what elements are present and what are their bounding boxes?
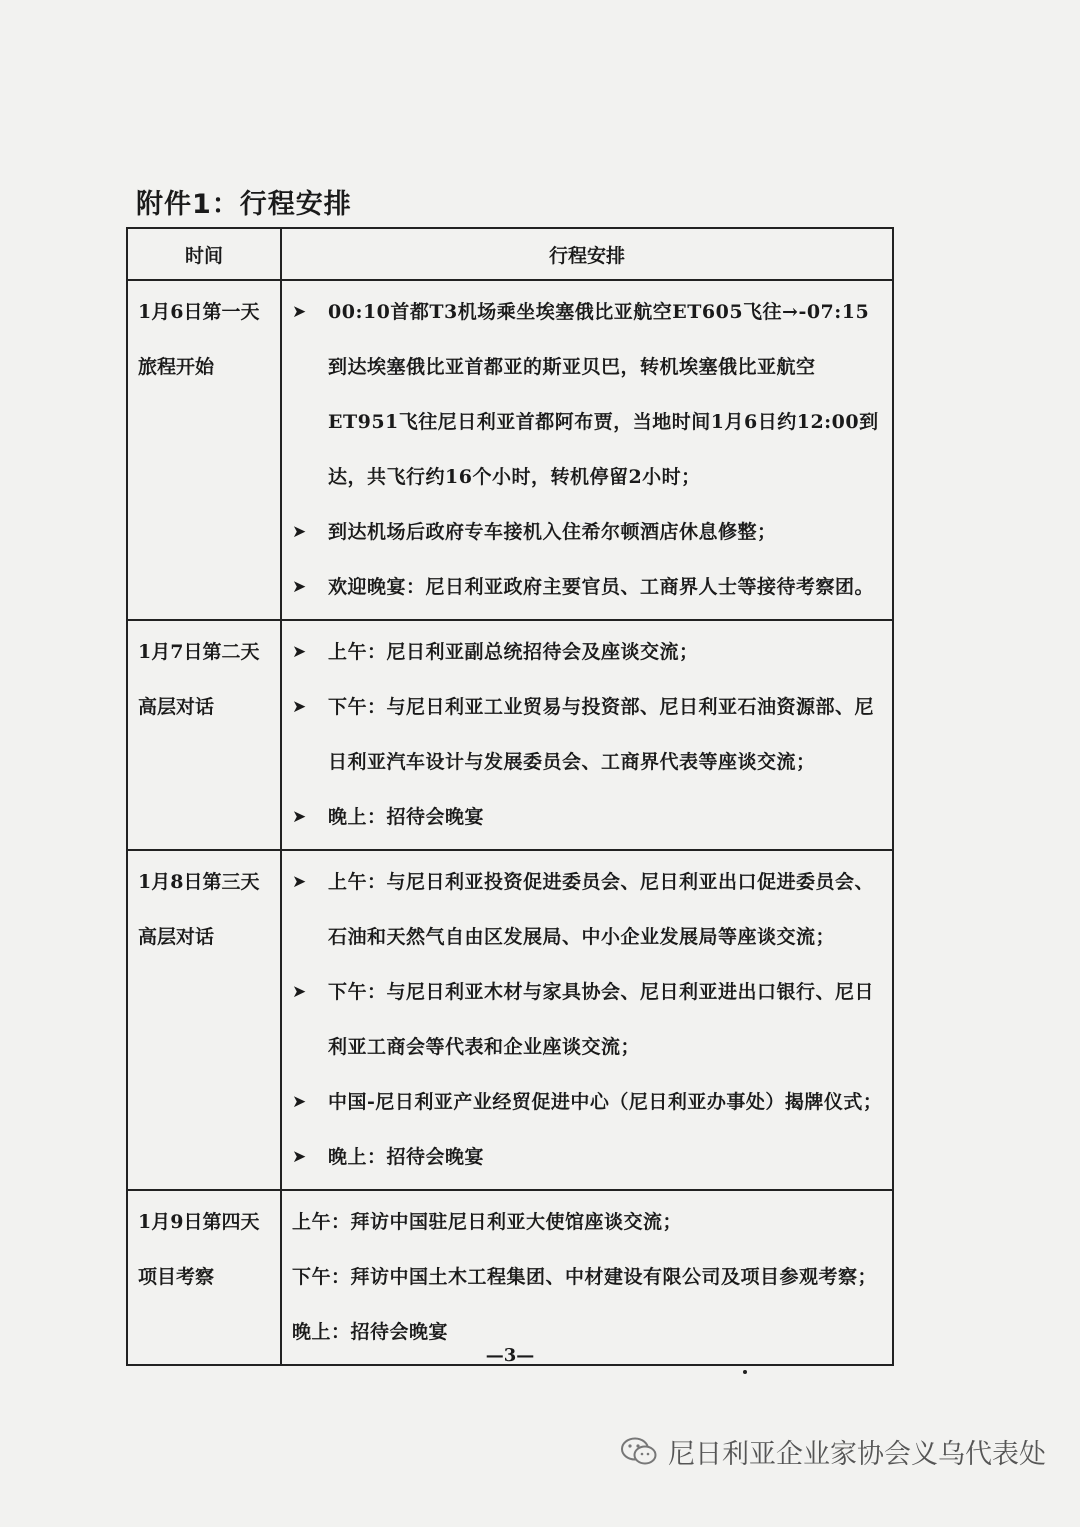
day-cell (127, 850, 281, 1190)
watermark (620, 1432, 1046, 1471)
schedule-cell (281, 280, 893, 620)
arrow-bullet-icon: ➤ (292, 1092, 307, 1112)
list-item: ➤ 中国-尼日利亚产业经贸促进中心（尼日利亚办事处）揭牌仪式； (290, 1075, 886, 1130)
table-row (127, 620, 893, 850)
day-label: 1月8日第三天 (138, 871, 260, 893)
day-cell (127, 1190, 281, 1365)
list-item: ➤ 上午：尼日利亚副总统招待会及座谈交流； (290, 625, 886, 680)
table-row (127, 280, 893, 620)
day-label: 1月9日第四天 (138, 1211, 260, 1233)
arrow-bullet-icon: ➤ (292, 872, 307, 892)
page-title: 附件1：行程安排 (136, 189, 352, 220)
arrow-bullet-icon: ➤ (292, 577, 307, 597)
day-label: 1月7日第二天 (138, 641, 260, 663)
day-theme: 旅程开始 (138, 356, 215, 378)
schedule-cell (281, 850, 893, 1190)
arrow-bullet-icon: ➤ (292, 807, 307, 827)
arrow-bullet-icon: ➤ (292, 697, 307, 717)
list-item: 上午：拜访中国驻尼日利亚大使馆座谈交流； (292, 1211, 683, 1233)
day-label: 1月6日第一天 (138, 301, 260, 323)
page-number: —3— (485, 1345, 535, 1366)
list-item: ➤ 下午：与尼日利亚工业贸易与投资部、尼日利亚石油资源部、尼日利亚汽车设计与发展委员会、工商界代表等座谈交流； (290, 680, 886, 790)
watermark-text: 尼日利亚企业家协会义乌代表处 (668, 1439, 1046, 1470)
schedule-cell (281, 620, 893, 850)
table-row (127, 850, 893, 1190)
list-item: 下午：拜访中国土木工程集团、中材建设有限公司及项目参观考察； (292, 1266, 878, 1288)
arrow-bullet-icon: ➤ (292, 642, 307, 662)
list-item: ➤ 欢迎晚宴：尼日利亚政府主要官员、工商界人士等接待考察团。 (290, 560, 886, 615)
table-row (127, 1190, 893, 1365)
arrow-bullet-icon: ➤ (292, 1147, 307, 1167)
list-item: ➤ 下午：与尼日利亚木材与家具协会、尼日利亚进出口银行、尼日利亚工商会等代表和企业座谈交流； (290, 965, 886, 1075)
arrow-bullet-icon: ➤ (292, 522, 307, 542)
day-theme: 高层对话 (138, 696, 215, 718)
day-cell (127, 620, 281, 850)
scan-speck (743, 1370, 747, 1374)
day-cell (127, 280, 281, 620)
list-item: ➤ 晚上：招待会晚宴 (290, 790, 886, 845)
arrow-bullet-icon: ➤ (292, 982, 307, 1002)
wechat-icon (620, 1436, 658, 1468)
list-item: ➤ 到达机场后政府专车接机入住希尔顿酒店休息修整； (290, 505, 886, 560)
header-time: 时间 (127, 228, 281, 280)
list-item: ➤ 晚上：招待会晚宴 (290, 1130, 886, 1185)
list-item: ➤ 上午：与尼日利亚投资促进委员会、尼日利亚出口促进委员会、石油和天然气自由区发展局、中小企业发展局等座谈交流； (290, 855, 886, 965)
day-theme: 高层对话 (138, 926, 215, 948)
list-item: ➤ 00:10首都T3机场乘坐埃塞俄比亚航空ET605飞往→-07:15到达埃塞俄比亚首都亚的斯亚贝巴，转机埃塞俄比亚航空ET951飞往尼日利亚首都阿布贾，当地时间1月6日约12:00到达，共飞行约16个小时，转机停留2小时； (290, 285, 886, 505)
arrow-bullet-icon: ➤ (292, 302, 307, 322)
itinerary-table (126, 227, 894, 1366)
schedule-cell (281, 1190, 893, 1365)
day-theme: 项目考察 (138, 1266, 215, 1288)
list-item: 晚上：招待会晚宴 (292, 1321, 449, 1343)
table-header-row (127, 228, 893, 280)
header-schedule: 行程安排 (281, 228, 893, 280)
